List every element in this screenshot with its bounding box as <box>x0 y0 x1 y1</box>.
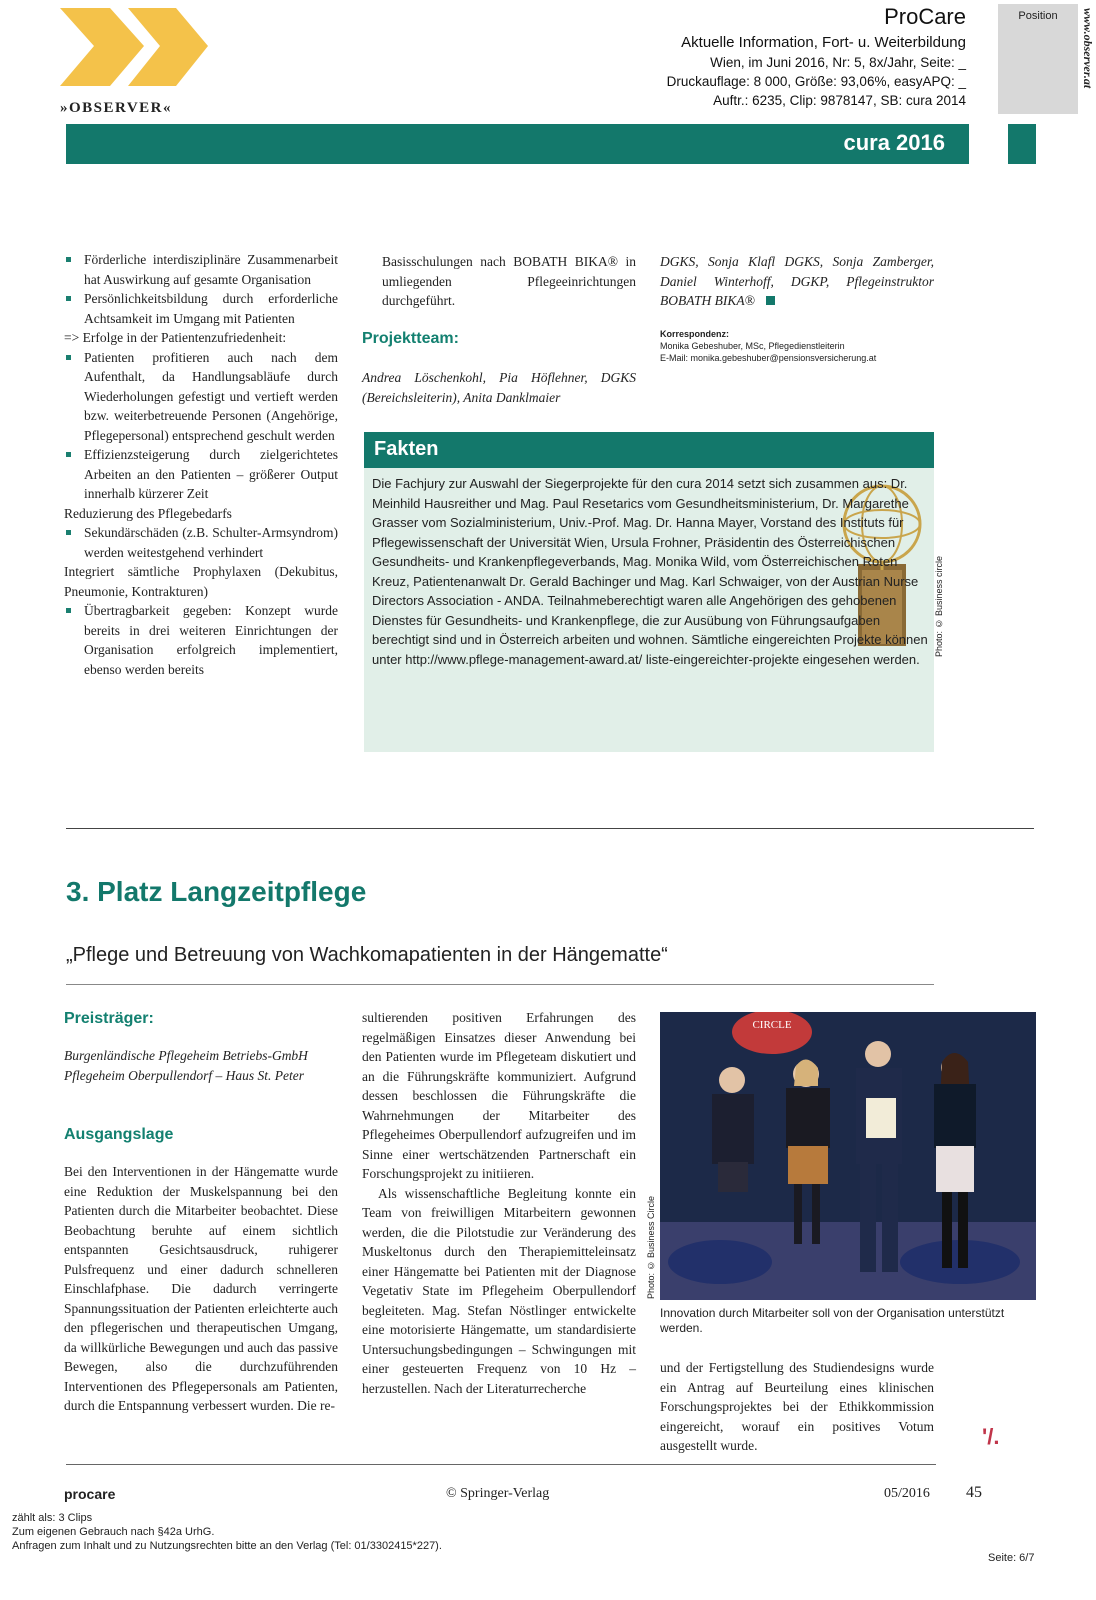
observer-logo <box>58 0 218 96</box>
fakten-text <box>372 474 932 669</box>
column-1 <box>64 250 338 679</box>
footer-center: © Springer-Verlag <box>446 1486 550 1501</box>
band-title: cura 2016 <box>843 130 945 155</box>
fakten-photo-credit: Photo: © Business circle <box>934 556 944 658</box>
section-divider <box>66 828 1034 829</box>
footer-rule <box>66 1464 936 1465</box>
award-photo <box>660 1012 1036 1300</box>
column-c-text: und der Fertigstellung des Studiendesigns wurde ein Antrag auf Beurteilung eines klinischen Forschungsprojektes bei der Ethikkommission eingereicht, worauf ein positives Votum ausgestellt wurde. <box>660 1360 934 1453</box>
bullet-item: Übertragbarkeit gegeben: Konzept wurde bereits in drei weiteren Einrichtungen der Organisation erfolgreich implementiert, ebenso werden bereits <box>64 601 338 679</box>
publication-subtitle: Aktuelle Information, Fort- u. Weiterbildung <box>681 34 966 51</box>
margin-mark: '/. <box>982 1424 1000 1449</box>
fakten-title: Fakten <box>374 438 439 460</box>
korrespondenz-label: Korrespondenz: <box>660 329 730 339</box>
korrespondenz <box>660 328 940 364</box>
column-3-top <box>660 252 934 311</box>
note-line-1: zählt als: 3 Clips <box>12 1512 93 1524</box>
korrespondenz-line-2: E-Mail: monika.gebeshuber@pensionsversicherung.at <box>660 353 877 363</box>
bullet-item: Effizienzsteigerung durch zielgerichtetes Arbeiten an den Patienten – größerer Output innerhalb kürzerer Zeit <box>64 445 338 504</box>
title-band <box>66 124 969 164</box>
subtitle-rule <box>66 984 934 985</box>
korrespondenz-line-1: Monika Gebeshuber, MSc, Pflegedienstleiterin <box>660 341 845 351</box>
photo-caption: Innovation durch Mitarbeiter soll von der Organisation unterstützt werden. <box>660 1306 1005 1335</box>
page-count: Seite: 6/7 <box>988 1552 1035 1564</box>
bullet-item: Patienten profitieren auch nach dem Aufenthalt, da Handlungsabläufe durch Wiederholungen gefestigt und vertieft werden bzw. weiterbetreuende Personen (Angehörige, Pflegepersonal) entsprechend geschult werden <box>64 348 338 446</box>
column-b-text-1: sultierenden positiven Erfahrungen des regelmäßigen Einsatzes dieser Anwendung bei den Patienten wurde im Pflegeteam diskutiert und an die Führungskräfte kommuniziert. Aufgrund dessen beschlossen die Führungskräfte die Wahrnehmungen der Mitarbeiter des Pflegeheimes Oberpullendorf aufzugreifen und im Sinne einer wertschätzenden Partnerschaft ein Forschungsprojekt zu initiieren. <box>362 1010 636 1181</box>
meta-line-3: Auftr.: 6235, Clip: 9878147, SB: cura 2014 <box>713 93 966 108</box>
logo-text: »OBSERVER« <box>60 100 172 116</box>
preistraeger-text: Burgenländische Pflegeheim Betriebs-GmbH Pflegeheim Oberpullendorf – Haus St. Peter <box>64 1048 308 1083</box>
fakten-body: Die Fachjury zur Auswahl der Siegerprojekte für den cura 2014 setzt sich zusammen aus: Dr. Meinhild Hausreither und Mag. Paul Resetarics vom Gesundheitsministerium, Dr. Margarethe Grasser vom Sozialministerium, Univ.-Prof. Mag. Dr. Hanna Mayer, Vorstand des Instituts für Pflegewissenschaft der Universität Wien, Ursula Frohner, Präsidentin des Österreichischen Gesundheits- und Krankenpflegeverbands, Mag. Monika Wild, vom Österreichischen Roten Kreuz, Patientenanwalt Dr. Gerald Bachinger und Mag. Karl Schwaiger, von der Austrian Nurse Directors Association - ANDA. Teilnahmeberechtigt waren alle Angehörigen des gehobenen Dienstes für Gesundheits- und Krankenpflege, die zur Ausübung von Führungsaufgaben berechtigt sind und in Österreich arbeiten und wohnen. Sämtliche eingereichten Projekte können unter http://www.pflege-management-award.at/ liste-eingereichter-projekte eingesehen werden. <box>372 476 928 667</box>
section-title: 3. Platz Langzeitpflege <box>66 876 367 907</box>
photo-banner-text: CIRCLE <box>752 1019 792 1031</box>
footer-page: 45 <box>966 1484 982 1501</box>
bullet-item: Persönlichkeitsbildung durch erforderliche Achtsamkeit im Umgang mit Patienten <box>64 289 338 328</box>
double-chevron-icon <box>58 0 218 96</box>
position-label: Position <box>1018 10 1058 22</box>
position-box <box>998 4 1078 114</box>
vertical-url: www.observer.at <box>1081 8 1095 89</box>
ausgangslage-text: Bei den Interventionen in der Hängematte wurde eine Reduktion der Muskelspannung bei den Patienten durch die Mitarbeiter beobachtet. Diese Beobachtung beruhte auf einem sichtlich entspannten Gesichtsausdruck, ruhigerer Pulsfrequenz und einer dadurch schnelleren Einschlafphase. Die dadurch verringerte Spannungssituation der Patienten erleichterte auch den pflegerischen und therapeutischen Umgang, da willkürliche Bewegungen und auch das passive Bewegen, also die durchzuführenden Interventionen des Pflegepersonals am Patienten, durch die Entspannung verbessert wurden. Die re- <box>64 1164 338 1413</box>
photo-credit: Photo: © Business Circle <box>646 1196 656 1300</box>
projektteam-text: Andrea Löschenkohl, Pia Höflehner, DGKS (Bereichsleiterin), Anita Danklmaier <box>362 370 636 405</box>
projektteam-heading: Projektteam: <box>362 330 459 347</box>
footer-date: 05/2016 <box>884 1486 930 1501</box>
bullet-item: Förderliche interdisziplinäre Zusammenarbeit hat Auswirkung auf gesamte Organisation <box>64 250 338 289</box>
column-b-text-2: Als wissenschaftliche Begleitung konnte ein Team von freiwilligen Mitarbeitern gewonnen werden, die die Pilotstudie zur Veränderung des Muskeltonus durch den Therapiemitteleinsatz einer Hängematte bei Patienten mit der Diagnose Vegetativ State im Pflegeheim Oberpullendorf begleiteten. Mag. Stefan Nöstlinger entwickelte eine motorisierte Hängematte, um standardisierte Untersuchungsbedingungen – Schwingungen mit einer gesteuerten Frequenz von 10 Hz – herzustellen. Nach der Literaturrecherche <box>362 1185 636 1396</box>
footer-left: procare <box>64 1486 116 1502</box>
list-text: => Erfolge in der Patientenzufriedenheit: <box>64 330 287 345</box>
note-line-3: Anfragen zum Inhalt und zu Nutzungsrechten bitte an den Verlag (Tel: 01/3302415*227). <box>12 1540 442 1552</box>
bullet-item: Sekundärschäden (z.B. Schulter-Armsyndrom) werden weitestgehend verhindert <box>64 523 338 562</box>
publication-title: ProCare <box>884 4 966 29</box>
column-2-top <box>382 252 636 311</box>
preistraeger-heading: Preisträger: <box>64 1010 154 1027</box>
end-mark-icon <box>766 296 775 305</box>
fakten-header <box>364 432 934 468</box>
band-square <box>1008 124 1036 164</box>
ausgangslage-heading: Ausgangslage <box>64 1126 174 1143</box>
column-2-text: Basisschulungen nach BOBATH BIKA® in umliegenden Pflegeeinrichtungen durchgeführt. <box>382 254 636 308</box>
meta-line-2: Druckauflage: 8 000, Größe: 93,06%, easyAPQ: _ <box>666 74 966 89</box>
column-b <box>362 1008 636 1398</box>
column-3-text: DGKS, Sonja Klafl DGKS, Sonja Zamberger, Daniel Winterhoff, DGKP, Pflegeinstruktor BOBATH BIKA® <box>660 254 934 308</box>
list-text: Integriert sämtliche Prophylaxen (Dekubitus, Pneumonie, Kontrakturen) <box>64 564 338 599</box>
note-line-2: Zum eigenen Gebrauch nach §42a UrhG. <box>12 1526 215 1538</box>
section-subtitle: „Pflege und Betreuung von Wachkomapatienten in der Hängematte“ <box>66 944 668 966</box>
meta-line-1: Wien, im Juni 2016, Nr: 5, 8x/Jahr, Seite: _ <box>710 55 966 70</box>
list-text: Reduzierung des Pflegebedarfs <box>64 505 232 521</box>
